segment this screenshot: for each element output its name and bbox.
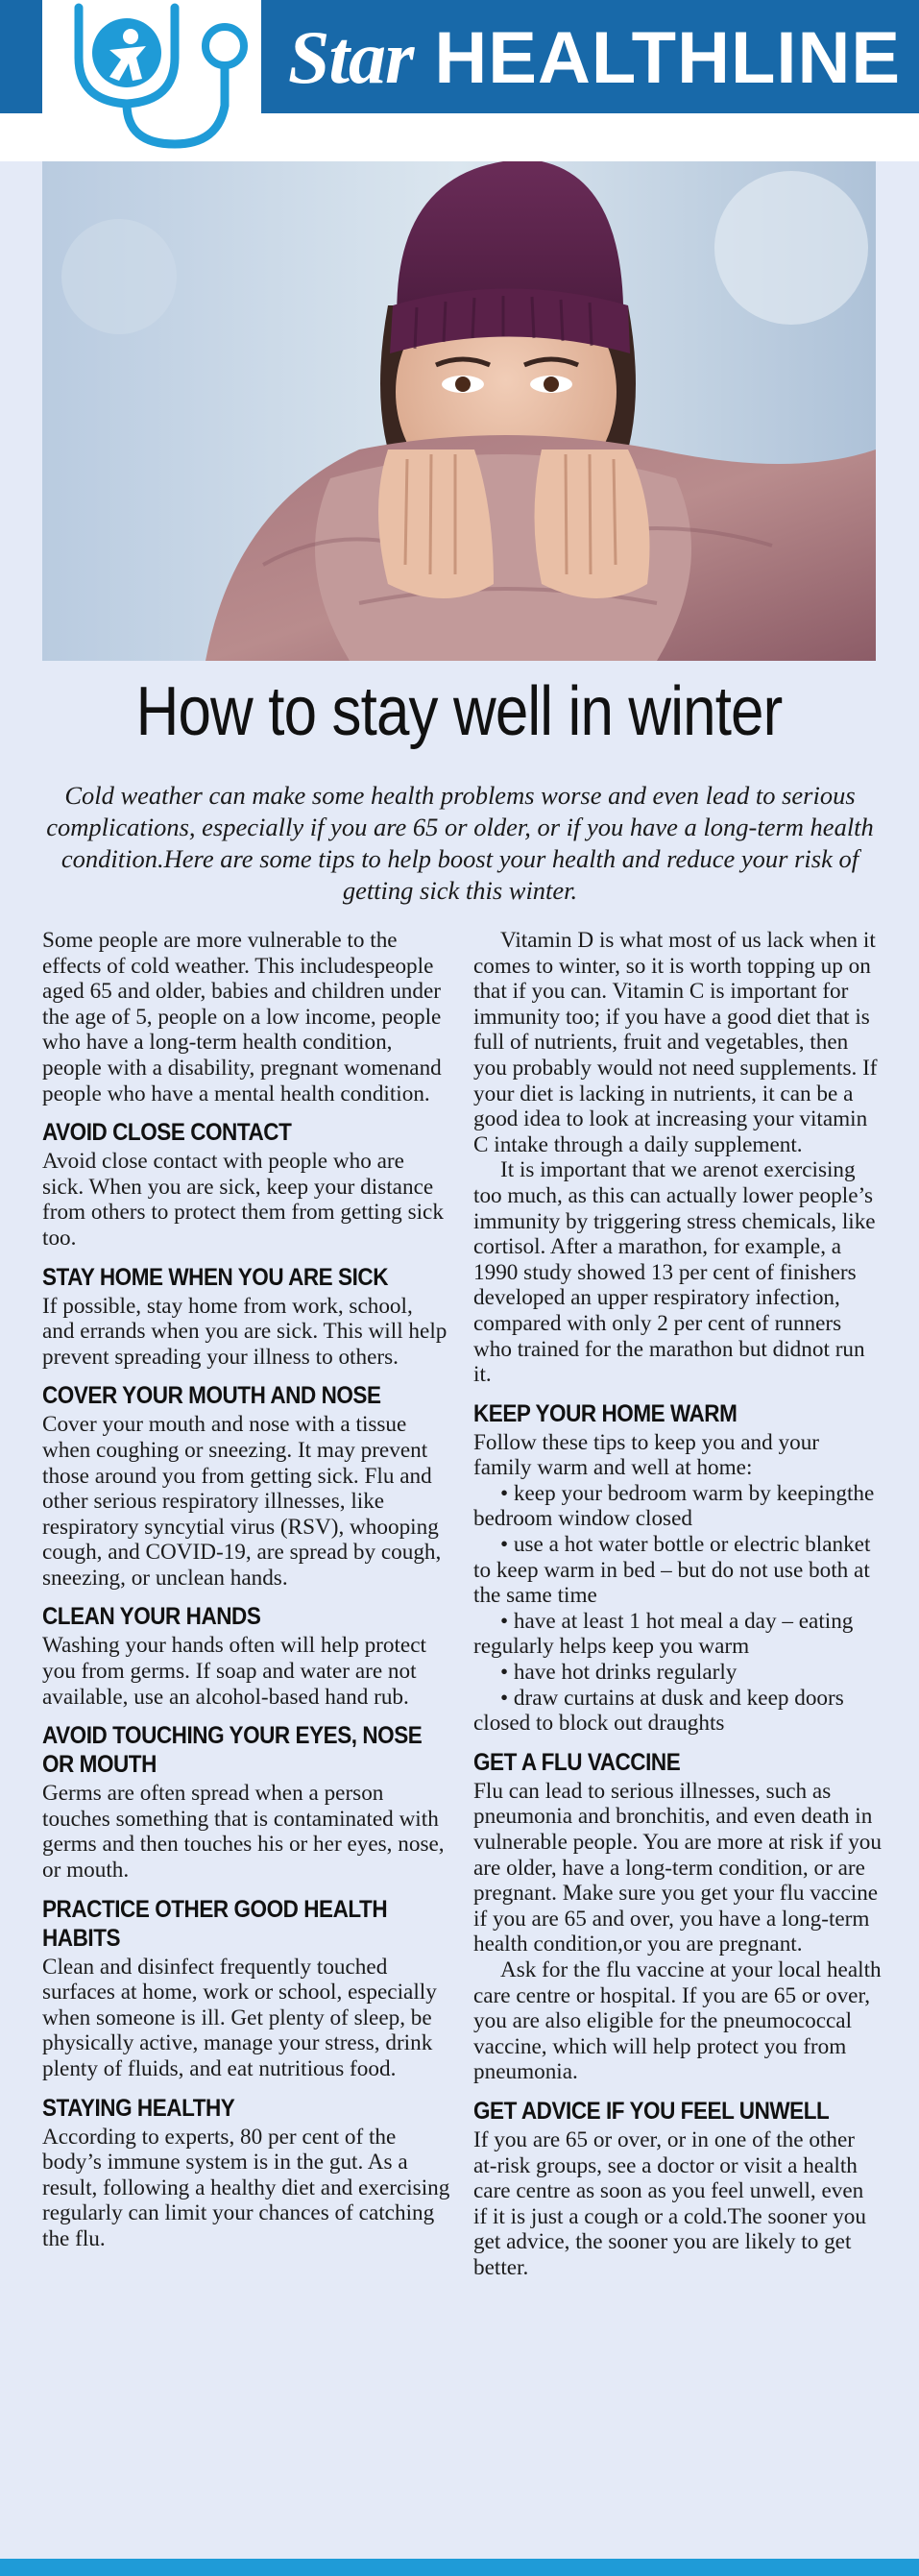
list-item: • draw curtains at dusk and keep doors closed to block out draughts [473, 1686, 882, 1737]
section-heading: AVOID CLOSE CONTACT [42, 1119, 292, 1147]
list-item: • use a hot water bottle or electric blanket to keep warm in bed – but do not use both at the same time [473, 1532, 882, 1609]
section-body: Cover your mouth and nose with a tissue when coughing or sneezing. It may prevent those around you from getting sick. Flu and other serious respiratory illnesses, like respiratory syncytial virus (RSV), whooping cough, and COVID-19, are spread by cough, sneezing, or unclean hands. [42, 1412, 442, 1591]
brand-title: HEALTHLINE [434, 16, 902, 99]
section-heading: STAYING HEALTHY [42, 2094, 235, 2122]
list-item: • keep your bedroom warm by keepingthe bedroom window closed [473, 1481, 882, 1532]
vitamin-paragraph: Vitamin D is what most of us lack when it comes to winter, so it is worth topping up on that if you can. Vitamin C is important for immunity too; if you have a good diet that is full of nutrients, fruit and vegetables, then you probably would not need supplements. If your diet is lacking in nutrients, it can be a good idea to look at increasing your vitamin C intake through a daily supplement. [473, 928, 878, 1157]
stethoscope-person-icon [50, 0, 252, 154]
section-body: Ask for the flu vaccine at your local health care centre or hospital. If you are 65 or over, you are also eligible for the pneumococcal vaccine, which will help protect you from pneumonia. [473, 1956, 882, 2085]
section-heading: GET ADVICE IF YOU FEEL UNWELL [473, 2097, 830, 2125]
section-heading: GET A FLU VACCINE [473, 1748, 681, 1776]
article-intro: Cold weather can make some health problems worse and even lead to serious complications, especially if you are 65 or older, or if you have a long-term health condition.Here are some tips to help boost your health and reduce your risk of getting sick this winter. [46, 781, 874, 905]
hero-photo [42, 161, 876, 661]
bottom-bar [0, 2559, 919, 2576]
opening-paragraph: Some people are more vulnerable to the effects of cold weather. This includespeople aged 65 and older, babies and children under the age of 5, people on a low income, people who have a long-term health condition, people with a disability, pregnant womenand people who have a mental health condition. [42, 928, 442, 1106]
list-item: • have hot drinks regularly [473, 1660, 882, 1686]
section-heading: KEEP YOUR HOME WARM [473, 1399, 738, 1427]
section-body: Clean and disinfect frequently touched surfaces at home, work or school, especially when someone is ill. Get plenty of sleep, be physically active, manage your stress, drink plenty of fluids, and eat nutritious food. [42, 1954, 437, 2081]
masthead-stripe [0, 0, 42, 113]
section-body: If you are 65 or over, or in one of the other at-risk groups, see a doctor or visit a health care centre as soon as you feel unwell, even if it is just a cough or a cold.The sooner you get advice, the sooner you are likely to get better. [473, 2126, 866, 2280]
section-body: Washing your hands often will help protect you from germs. If soap and water are not available, use an alcohol-based hand rub. [42, 1633, 426, 1710]
section-heading: COVER YOUR MOUTH AND NOSE [42, 1382, 381, 1410]
section-body: According to experts, 80 per cent of the body’s immune system is in the gut. As a result, following a healthy diet and exercising regularly can limit your chances of catching the flu. [42, 2124, 450, 2251]
article-headline: How to stay well in winter [135, 673, 783, 750]
section-body: Flu can lead to serious illnesses, such as pneumonia and bronchitis, and even death in vulnerable people. You are more at risk if you are older, have a long-term condition, or are pregnant. Make sure you get your flu vaccine if you are 65 and over, you have a long-term health condition,or you are pregnant. [473, 1778, 882, 1957]
section-heading: CLEAN YOUR HANDS [42, 1603, 261, 1631]
brand-script: Star [288, 15, 414, 99]
section-body: Follow these tips to keep you and your family warm and well at home: [473, 1429, 820, 1481]
list-item: • have at least 1 hot meal a day – eating regularly helps keep you warm [473, 1609, 882, 1660]
masthead [0, 0, 919, 161]
warm-tips-list [473, 1481, 882, 1737]
section-body: Avoid close contact with people who are sick. When you are sick, keep your distance from others to protect them from getting sick too. [42, 1149, 444, 1251]
section-body: Germs are often spread when a person touches something that is contaminated with germs and then touches his or her eyes, nose, or mouth. [42, 1781, 445, 1883]
section-heading: AVOID TOUCHING YOUR EYES, NOSE OR MOUTH [42, 1722, 423, 1779]
exercise-paragraph: It is important that we arenot exercising too much, as this can actually lower people’s immunity by triggering stress chemicals, like cortisol. After a marathon, for example, a 1990 study showed 13 per cent of finishers developed an upper respiratory infection, compared with only 2 per cent of runners who trained for the marathon but didnot run it. [473, 1157, 876, 1388]
masthead-brand [288, 10, 902, 106]
left-column [42, 928, 450, 2252]
section-heading: PRACTICE OTHER GOOD HEALTH HABITS [42, 1895, 388, 1952]
right-column [473, 928, 882, 2281]
section-heading: STAY HOME WHEN YOU ARE SICK [42, 1263, 388, 1291]
section-body: If possible, stay home from work, school, and errands when you are sick. This will help prevent spreading your illness to others. [42, 1293, 447, 1370]
